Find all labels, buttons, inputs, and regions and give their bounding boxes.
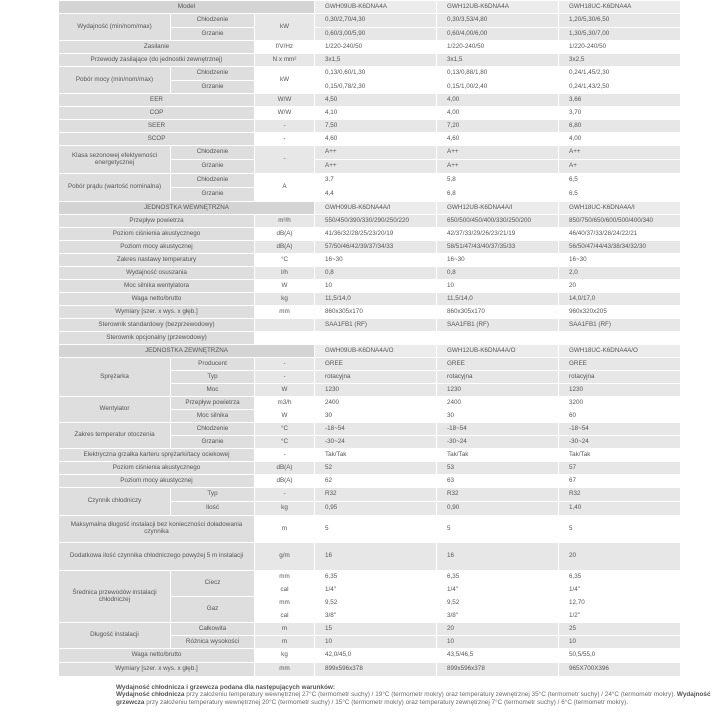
model-name-cell: GWH12UB-K6DNA4A/O xyxy=(437,345,559,358)
parameter-label: Sterownik standardowy (bezprzewodowy) xyxy=(59,319,255,332)
value-cell: 10 xyxy=(437,280,559,293)
value-cell: 16~30 xyxy=(559,254,681,267)
model-name-cell: GWH12UB-K6DNA4A xyxy=(437,1,559,14)
value-cell: 30 xyxy=(315,410,437,423)
value-cell: 42,0/45,0 xyxy=(315,649,437,663)
value-cell: 860x305x170 xyxy=(315,306,437,319)
value-cell: 3200 xyxy=(559,397,681,410)
parameter-sublabel: Moc xyxy=(171,384,255,397)
value-cell: SAA1FB1 (RF) xyxy=(559,319,681,332)
parameter-label: Średnica przewodów instalacji chłodniczej xyxy=(59,571,171,623)
value-cell: 7,20 xyxy=(437,120,559,133)
unit-cell: dB(A) xyxy=(255,475,315,488)
unit-cell: kW xyxy=(255,67,315,94)
value-cell: 62 xyxy=(315,475,437,488)
parameter-label: Waga netto/brutto xyxy=(59,649,255,663)
value-cell: 58/51/47/43/40/37/35/33 xyxy=(437,241,559,254)
value-cell: A++ xyxy=(315,146,437,160)
value-cell: 20 xyxy=(559,280,681,293)
parameter-sublabel: Chłodzenie xyxy=(171,146,255,160)
parameter-label: Sterownik opcjonalny (przewodowy) xyxy=(59,332,255,345)
value-cell: 11,5/14,0 xyxy=(315,293,437,306)
section-title: JEDNOSTKA ZEWNĘTRZNA xyxy=(59,345,315,358)
value-cell xyxy=(315,332,437,345)
value-cell: 4,60 xyxy=(437,133,559,146)
conditions-footnote xyxy=(116,684,716,706)
parameter-label: Przepływ powietrza xyxy=(59,215,255,228)
table-row xyxy=(59,241,681,254)
value-cell: 60 xyxy=(559,410,681,423)
value-cell: GREE xyxy=(559,358,681,371)
value-cell: 6,35 xyxy=(437,571,559,584)
value-cell: 53 xyxy=(437,462,559,475)
value-cell: 1,40 xyxy=(559,502,681,516)
unit-cell: - xyxy=(255,133,315,146)
value-cell: 3x2,5 xyxy=(559,54,681,67)
value-cell: 3/8" xyxy=(437,610,559,623)
table-row xyxy=(59,449,681,462)
parameter-label: Zakres nastawy temperatury xyxy=(59,254,255,267)
parameter-label: SCOP xyxy=(59,133,255,146)
section-header-row xyxy=(59,345,681,358)
table-row xyxy=(59,488,681,502)
value-cell: 12,70 xyxy=(559,597,681,610)
value-cell: 4,60 xyxy=(315,133,437,146)
value-cell xyxy=(437,332,559,345)
parameter-label: Zakres temperatur otoczenia xyxy=(59,423,171,449)
value-cell: rotacyjna xyxy=(315,371,437,384)
value-cell: 3,7 xyxy=(315,174,437,188)
unit-cell xyxy=(255,332,315,345)
value-cell: 16 xyxy=(315,543,437,571)
value-cell: 0,30/3,53/4,80 xyxy=(437,14,559,28)
model-name-cell: GWH18UC-K6DNA4A/I xyxy=(559,202,681,215)
table-row xyxy=(59,332,681,345)
table-row xyxy=(59,397,681,410)
parameter-label: Wymiary [szer. x wys. x głęb.] xyxy=(59,306,255,319)
table-row xyxy=(59,649,681,663)
value-cell: GREE xyxy=(437,358,559,371)
value-cell: 2,0 xyxy=(559,267,681,280)
value-cell xyxy=(559,332,681,345)
unit-cell: cal xyxy=(255,584,315,597)
table-row xyxy=(59,54,681,67)
value-cell: 57/50/46/42/39/37/34/33 xyxy=(315,241,437,254)
value-cell: 1/4" xyxy=(437,584,559,597)
value-cell: 42/37/33/29/26/23/21/19 xyxy=(437,228,559,241)
parameter-sublabel: Ilość xyxy=(171,502,255,516)
value-cell: 20 xyxy=(437,623,559,636)
unit-cell: m xyxy=(255,623,315,636)
model-name-cell: GWH18UC-K6DNA4A/O xyxy=(559,345,681,358)
value-cell: 899x596x378 xyxy=(315,663,437,677)
value-cell: 1/220-240/50 xyxy=(437,41,559,54)
model-name-cell: GWH09UB-K6DNA4A/O xyxy=(315,345,437,358)
parameter-label: Dodatkowa ilość czynnika chłodniczego powyżej 5 m instalacji xyxy=(59,543,255,571)
unit-cell: cal xyxy=(255,610,315,623)
value-cell: 550/450/390/330/290/250/220 xyxy=(315,215,437,228)
parameter-label: Poziom ciśnienia akustycznego xyxy=(59,462,255,475)
unit-cell xyxy=(255,319,315,332)
value-cell: 0,8 xyxy=(315,267,437,280)
table-row xyxy=(59,120,681,133)
table-row xyxy=(59,623,681,636)
value-cell: 6,35 xyxy=(559,571,681,584)
parameter-label: Poziom ciśnienia akustycznego xyxy=(59,228,255,241)
value-cell: 850/750/650/600/500/400/340 xyxy=(559,215,681,228)
value-cell: 1,20/5,30/6,50 xyxy=(559,14,681,28)
unit-cell: kg xyxy=(255,502,315,516)
value-cell: 4,10 xyxy=(315,107,437,120)
unit-cell: m xyxy=(255,636,315,649)
value-cell: 3,70 xyxy=(559,107,681,120)
value-cell: 6,5 xyxy=(559,188,681,202)
value-cell: 0,15/0,78/2,30 xyxy=(315,81,437,94)
unit-cell: kg xyxy=(255,293,315,306)
model-name-cell: GWH09UB-K6DNA4A/I xyxy=(315,202,437,215)
value-cell: R32 xyxy=(437,488,559,502)
value-cell: 0,15/1,00/2,40 xyxy=(437,81,559,94)
value-cell: 1230 xyxy=(559,384,681,397)
parameter-sublabel: Grzanie xyxy=(171,436,255,449)
value-cell: 960x320x205 xyxy=(559,306,681,319)
unit-cell: dB(A) xyxy=(255,462,315,475)
table-row xyxy=(59,41,681,54)
parameter-label: COP xyxy=(59,107,255,120)
value-cell: 20 xyxy=(559,543,681,571)
parameter-sublabel: Grzanie xyxy=(171,160,255,174)
parameter-label: Pobór mocy (min/nom/max) xyxy=(59,67,171,94)
unit-cell: N x mm² xyxy=(255,54,315,67)
value-cell: A++ xyxy=(559,146,681,160)
value-cell: 14,0/17,0 xyxy=(559,293,681,306)
value-cell: 50,5/55,0 xyxy=(559,649,681,663)
parameter-label: Sprężarka xyxy=(59,358,171,397)
section-title: Model xyxy=(59,1,315,14)
table-row xyxy=(59,280,681,293)
unit-cell: mm xyxy=(255,306,315,319)
value-cell: 3,66 xyxy=(559,94,681,107)
table-row xyxy=(59,319,681,332)
table-row xyxy=(59,358,681,371)
unit-cell: °C xyxy=(255,254,315,267)
table-row xyxy=(59,543,681,571)
value-cell: 2400 xyxy=(437,397,559,410)
unit-cell: mm xyxy=(255,663,315,677)
value-cell: 5,8 xyxy=(437,174,559,188)
parameter-label: Pobór prądu (wartość nominalna) xyxy=(59,174,171,202)
value-cell: -30~24 xyxy=(559,436,681,449)
value-cell: 3x1,5 xyxy=(437,54,559,67)
value-cell: 3/8" xyxy=(315,610,437,623)
value-cell: -18~54 xyxy=(315,423,437,436)
table-row xyxy=(59,475,681,488)
value-cell: 57 xyxy=(559,462,681,475)
unit-cell: W xyxy=(255,384,315,397)
value-cell: R32 xyxy=(315,488,437,502)
parameter-label: Długość instalacji xyxy=(59,623,171,649)
value-cell: 6,35 xyxy=(315,571,437,584)
value-cell: 0,24/1,43/2,50 xyxy=(559,81,681,94)
value-cell: 67 xyxy=(559,475,681,488)
parameter-sublabel: Producent xyxy=(171,358,255,371)
table-row xyxy=(59,14,681,28)
value-cell: -18~54 xyxy=(559,423,681,436)
unit-cell: m xyxy=(255,516,315,543)
value-cell: A+ xyxy=(559,160,681,174)
value-cell: rotacyjna xyxy=(559,371,681,384)
unit-cell: dB(A) xyxy=(255,241,315,254)
section-header-row xyxy=(59,1,681,14)
table-row xyxy=(59,254,681,267)
value-cell: A++ xyxy=(315,160,437,174)
unit-cell: W xyxy=(255,280,315,293)
parameter-label: Wymiary [szer. x wys. x głęb.] xyxy=(59,663,255,677)
parameter-sublabel: Grzanie xyxy=(171,28,255,41)
value-cell: 1/2" xyxy=(559,610,681,623)
unit-cell: mm xyxy=(255,597,315,610)
parameter-sublabel: Chłodzenie xyxy=(171,67,255,81)
model-name-cell: GWH18UC-K6DNA4A xyxy=(559,1,681,14)
value-cell: Tak/Tak xyxy=(315,449,437,462)
unit-cell: °C xyxy=(255,436,315,449)
value-cell: 0,13/0,88/1,80 xyxy=(437,67,559,81)
value-cell: A++ xyxy=(437,160,559,174)
value-cell: 46/40/37/33/28/24/22/21 xyxy=(559,228,681,241)
value-cell: 2400 xyxy=(315,397,437,410)
unit-cell: W xyxy=(255,410,315,423)
value-cell: SAA1FB1 (RF) xyxy=(437,319,559,332)
table-row xyxy=(59,228,681,241)
value-cell: R32 xyxy=(559,488,681,502)
value-cell: rotacyjna xyxy=(437,371,559,384)
table-row xyxy=(59,663,681,677)
value-cell: -30~24 xyxy=(437,436,559,449)
value-cell: 10 xyxy=(437,636,559,649)
value-cell: 16~30 xyxy=(315,254,437,267)
footnote-heading: Wydajność chłodnicza i grzewcza podana dla następujących warunków: xyxy=(116,684,335,691)
value-cell: 10 xyxy=(315,636,437,649)
parameter-sublabel: Przepływ powietrza xyxy=(171,397,255,410)
parameter-label: Moc silnika wentylatora xyxy=(59,280,255,293)
value-cell: 1230 xyxy=(437,384,559,397)
value-cell: 4,50 xyxy=(315,94,437,107)
value-cell: 0,30/2,70/4,30 xyxy=(315,14,437,28)
value-cell: -30~24 xyxy=(315,436,437,449)
parameter-sublabel: Typ xyxy=(171,488,255,502)
table-row xyxy=(59,516,681,543)
unit-cell: l/h xyxy=(255,267,315,280)
value-cell: 1/4" xyxy=(559,584,681,597)
parameter-sublabel: Grzanie xyxy=(171,188,255,202)
parameter-label: Wentylator xyxy=(59,397,171,423)
value-cell: 6,80 xyxy=(559,120,681,133)
table-row xyxy=(59,462,681,475)
value-cell: 56/50/47/44/43/38/34/32/30 xyxy=(559,241,681,254)
value-cell: 4,00 xyxy=(437,94,559,107)
table-row xyxy=(59,423,681,436)
unit-cell: kg xyxy=(255,649,315,663)
parameter-sublabel: Chłodzenie xyxy=(171,14,255,28)
unit-cell: kW xyxy=(255,14,315,41)
value-cell: 9,52 xyxy=(315,597,437,610)
parameter-label: Poziom mocy akustycznej xyxy=(59,241,255,254)
value-cell: 3x1,5 xyxy=(315,54,437,67)
section-header-row xyxy=(59,202,681,215)
unit-cell: °C xyxy=(255,423,315,436)
table-row xyxy=(59,146,681,160)
unit-cell: mm xyxy=(255,571,315,584)
model-name-cell: GWH12UB-K6DNA4A/I xyxy=(437,202,559,215)
value-cell: 1/220-240/50 xyxy=(315,41,437,54)
table-row xyxy=(59,67,681,81)
parameter-sublabel: Typ xyxy=(171,371,255,384)
value-cell: 899x596x378 xyxy=(437,663,559,677)
value-cell: 0,24/1,45/2,30 xyxy=(559,67,681,81)
parameter-label: Klasa sezonowej efektywności energetycznej xyxy=(59,146,171,174)
value-cell: 5 xyxy=(559,516,681,543)
value-cell: Tak/Tak xyxy=(437,449,559,462)
value-cell: 0,90 xyxy=(437,502,559,516)
parameter-sublabel: Różnica wysokości xyxy=(171,636,255,649)
unit-cell: W/W xyxy=(255,94,315,107)
table-row xyxy=(59,215,681,228)
value-cell: 9,52 xyxy=(437,597,559,610)
unit-cell: - xyxy=(255,120,315,133)
unit-cell: dB(A) xyxy=(255,228,315,241)
parameter-label: Przewody zasilające (do jednostki zewnętrznej) xyxy=(59,54,255,67)
table-row xyxy=(59,306,681,319)
value-cell: 0,8 xyxy=(437,267,559,280)
value-cell: 5 xyxy=(437,516,559,543)
value-cell: 6,5 xyxy=(559,174,681,188)
value-cell: 5 xyxy=(315,516,437,543)
specifications-table xyxy=(58,0,681,677)
unit-cell: - xyxy=(255,449,315,462)
value-cell: 4,4 xyxy=(315,188,437,202)
value-cell: 965X700X396 xyxy=(559,663,681,677)
value-cell: 0,13/0,60/1,30 xyxy=(315,67,437,81)
value-cell: Tak/Tak xyxy=(559,449,681,462)
value-cell: 860x305x170 xyxy=(437,306,559,319)
parameter-label: Wydajność osuszania xyxy=(59,267,255,280)
value-cell: 1,30/5,30/7,00 xyxy=(559,28,681,41)
unit-cell: m³/h xyxy=(255,215,315,228)
value-cell: 43,5/46,5 xyxy=(437,649,559,663)
table-row xyxy=(59,267,681,280)
parameter-sublabel: Grzanie xyxy=(171,81,255,94)
parameter-label: Wydajność (min/nom/max) xyxy=(59,14,171,41)
parameter-label: Poziom mocy akustycznej xyxy=(59,475,255,488)
value-cell: 16~30 xyxy=(437,254,559,267)
parameter-label: EER xyxy=(59,94,255,107)
value-cell: 52 xyxy=(315,462,437,475)
parameter-sublabel: Chłodzenie xyxy=(171,423,255,436)
value-cell: 4,00 xyxy=(437,107,559,120)
value-cell: 7,50 xyxy=(315,120,437,133)
value-cell: 15 xyxy=(315,623,437,636)
value-cell: 0,95 xyxy=(315,502,437,516)
parameter-sublabel: Moc silnika xyxy=(171,410,255,423)
unit-cell: m3/h xyxy=(255,397,315,410)
value-cell: GREE xyxy=(315,358,437,371)
value-cell: 25 xyxy=(559,623,681,636)
parameter-sublabel: Całkowita xyxy=(171,623,255,636)
value-cell: SAA1FB1 (RF) xyxy=(315,319,437,332)
parameter-label: Waga netto/brutto xyxy=(59,293,255,306)
parameter-sublabel: Ciecz xyxy=(171,571,255,597)
unit-cell: - xyxy=(255,358,315,371)
parameter-sublabel: Chłodzenie xyxy=(171,174,255,188)
value-cell: 1230 xyxy=(315,384,437,397)
value-cell: 1/220-240/50 xyxy=(559,41,681,54)
value-cell: 41/36/32/28/25/23/20/19 xyxy=(315,228,437,241)
table-row xyxy=(59,107,681,120)
parameter-label: Zasilanie xyxy=(59,41,255,54)
section-title: JEDNOSTKA WEWNĘTRZNA xyxy=(59,202,315,215)
value-cell: 16 xyxy=(437,543,559,571)
model-name-cell: GWH09UB-K6DNA4A xyxy=(315,1,437,14)
parameter-label: Maksymalna długość instalacji bez konieczności doładowania czynnika xyxy=(59,516,255,543)
parameter-label: Czynnik chłodniczy xyxy=(59,488,171,516)
footnote-cooling: Wydajność chłodnicza przy założeniu temperatury wewnętrznej 27°C (termometr suchy) / 19°C (termometr mokry) oraz temperatury zewnętrznej 35°C (termometr suchy) / 24°C (termometr mokry). Wydajność grzewcza przy założeniu temperatury wewnętrznej 20°C (termometr suchy) / 15°C (termometr mokry) oraz temperatury zewnętrznej 7°C (termometr suchy) / 6°C (termometr mokry). xyxy=(116,691,711,706)
value-cell: 0,60/3,00/5,90 xyxy=(315,28,437,41)
parameter-label: SEER xyxy=(59,120,255,133)
table-row xyxy=(59,94,681,107)
value-cell: -18~54 xyxy=(437,423,559,436)
unit-cell: f/V/Hz xyxy=(255,41,315,54)
unit-cell: W/W xyxy=(255,107,315,120)
table-row xyxy=(59,293,681,306)
value-cell: 11,5/14,0 xyxy=(437,293,559,306)
parameter-sublabel: Gaz xyxy=(171,597,255,623)
value-cell: 0,60/4,00/6,00 xyxy=(437,28,559,41)
unit-cell: A xyxy=(255,174,315,202)
table-row xyxy=(59,571,681,584)
value-cell: A++ xyxy=(437,146,559,160)
table-row xyxy=(59,133,681,146)
value-cell: 30 xyxy=(437,410,559,423)
value-cell: 1/4" xyxy=(315,584,437,597)
unit-cell: - xyxy=(255,146,315,174)
value-cell: 650/500/450/400/330/250/200 xyxy=(437,215,559,228)
unit-cell: - xyxy=(255,488,315,502)
value-cell: 10 xyxy=(315,280,437,293)
value-cell: 63 xyxy=(437,475,559,488)
unit-cell: - xyxy=(255,371,315,384)
value-cell: 10 xyxy=(559,636,681,649)
table-row xyxy=(59,174,681,188)
value-cell: 4,00 xyxy=(559,133,681,146)
unit-cell: g/m xyxy=(255,543,315,571)
value-cell: 6,8 xyxy=(437,188,559,202)
parameter-label: Elektryczna grzałka karteru sprężarki/tacy ociekowej xyxy=(59,449,255,462)
